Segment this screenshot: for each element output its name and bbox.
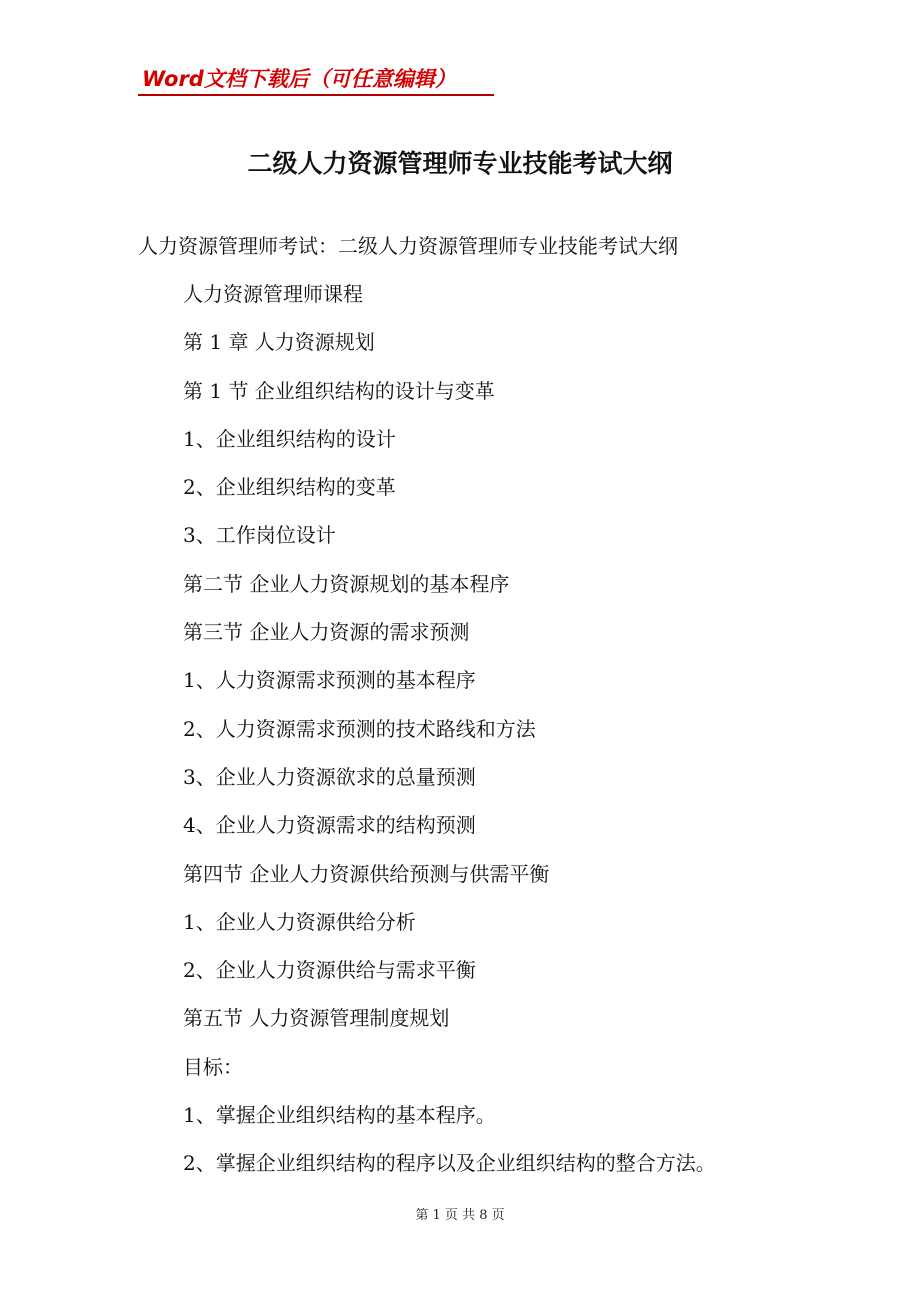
outline-line: 1、人力资源需求预测的基本程序 bbox=[183, 668, 476, 693]
outline-line: 第 1 节 企业组织结构的设计与变革 bbox=[183, 378, 495, 403]
document-title: 二级人力资源管理师专业技能考试大纲 bbox=[247, 149, 673, 178]
outline-line: 第四节 企业人力资源供给预测与供需平衡 bbox=[183, 861, 550, 886]
outline-line: 第五节 人力资源管理制度规划 bbox=[183, 1006, 450, 1031]
outline-line: 1、掌握企业组织结构的基本程序。 bbox=[183, 1103, 496, 1128]
header-text: Word文档下载后（可任意编辑） bbox=[142, 67, 456, 91]
outline-line: 1、企业组织结构的设计 bbox=[183, 426, 396, 451]
outline-line: 人力资源管理师课程 bbox=[183, 282, 363, 306]
intro-line: 人力资源管理师考试：二级人力资源管理师专业技能考试大纲 bbox=[138, 234, 678, 258]
outline-line: 目标： bbox=[183, 1054, 243, 1079]
page-footer: 第 1 页 共 8 页 bbox=[415, 1208, 505, 1223]
outline-line: 第二节 企业人力资源规划的基本程序 bbox=[183, 571, 510, 596]
outline-line: 3、工作岗位设计 bbox=[183, 523, 336, 548]
outline-line: 2、掌握企业组织结构的程序以及企业组织结构的整合方法。 bbox=[183, 1151, 716, 1176]
outline-line: 第 1 章 人力资源规划 bbox=[183, 330, 375, 355]
download-header bbox=[138, 62, 494, 96]
outline-line: 2、企业人力资源供给与需求平衡 bbox=[183, 958, 476, 983]
outline-line: 第三节 企业人力资源的需求预测 bbox=[183, 620, 470, 645]
outline-line: 2、人力资源需求预测的技术路线和方法 bbox=[183, 716, 536, 741]
outline-line: 1、企业人力资源供给分析 bbox=[183, 909, 416, 934]
outline-line: 2、企业组织结构的变革 bbox=[183, 475, 396, 500]
outline-list bbox=[183, 280, 716, 1198]
outline-line: 3、企业人力资源欲求的总量预测 bbox=[183, 764, 476, 789]
outline-line: 4、企业人力资源需求的结构预测 bbox=[183, 813, 476, 838]
